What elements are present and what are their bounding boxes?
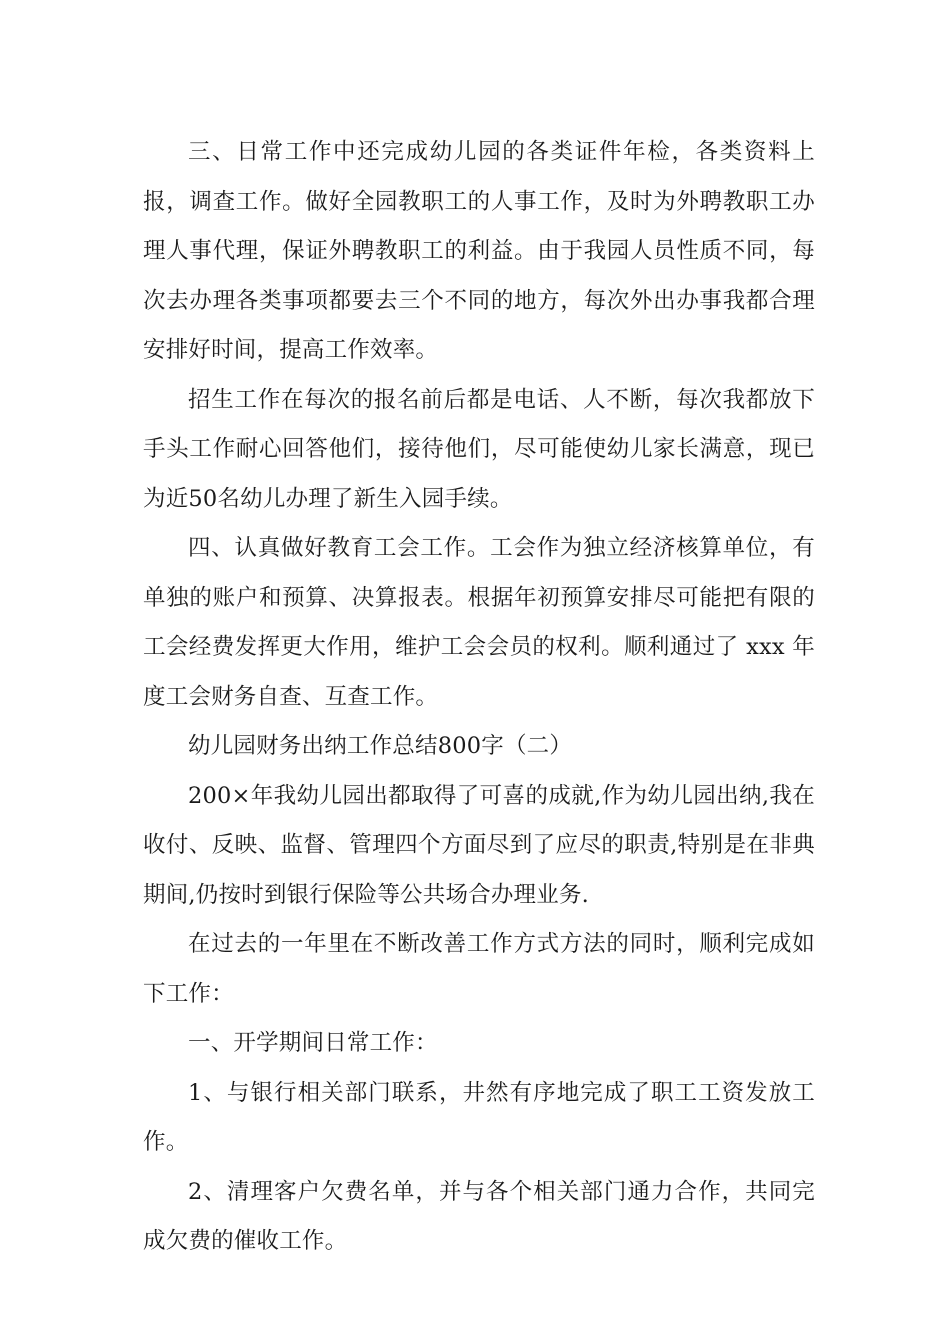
subheading-semester-start: 一、开学期间日常工作： — [188, 1030, 438, 1056]
paragraph-annual-inspection: 三、日常工作中还完成幼儿园的各类证件年检，各类资料上报，调查工作。做好全园教职工的人事工作，及时为外聘教职工办理人事代理，保证外聘教职工的利益。由于我园人员性质不同，每次去办理各类事项都要去三个不同的地方，每次外出办事我都合理安排好时间，提高工作效率。 — [143, 139, 815, 363]
paragraph-past-year: 在过去的一年里在不断改善工作方式方法的同时，顺利完成如下工作： — [143, 931, 815, 1007]
document-body — [143, 128, 815, 1267]
paragraph-enrollment: 招生工作在每次的报名前后都是电话、人不断，每次我都放下手头工作耐心回答他们，接待他们，尽可能使幼儿家长满意，现已为近50名幼儿办理了新生入园手续。 — [143, 386, 815, 512]
paragraph-cashier-summary: 200×年我幼儿园出都取得了可喜的成就,作为幼儿园出纳,我在收付、反映、监督、管理四个方面尽到了应尽的职责,特别是在非典期间,仍按时到银行保险等公共场合办理业务. — [143, 782, 815, 908]
list-item-2: 2、清理客户欠费名单，并与各个相关部门通力合作，共同完成欠费的催收工作。 — [143, 1178, 815, 1254]
section-heading: 幼儿园财务出纳工作总结800字（二） — [188, 733, 573, 759]
list-item-1: 1、与银行相关部门联系，井然有序地完成了职工工资发放工作。 — [143, 1079, 815, 1155]
paragraph-union-work: 四、认真做好教育工会工作。工会作为独立经济核算单位，有单独的账户和预算、决算报表。根据年初预算安排尽可能把有限的工会经费发挥更大作用，维护工会会员的权利。顺利通过了 xxx 年度工会财务自查、互查工作。 — [143, 535, 815, 710]
